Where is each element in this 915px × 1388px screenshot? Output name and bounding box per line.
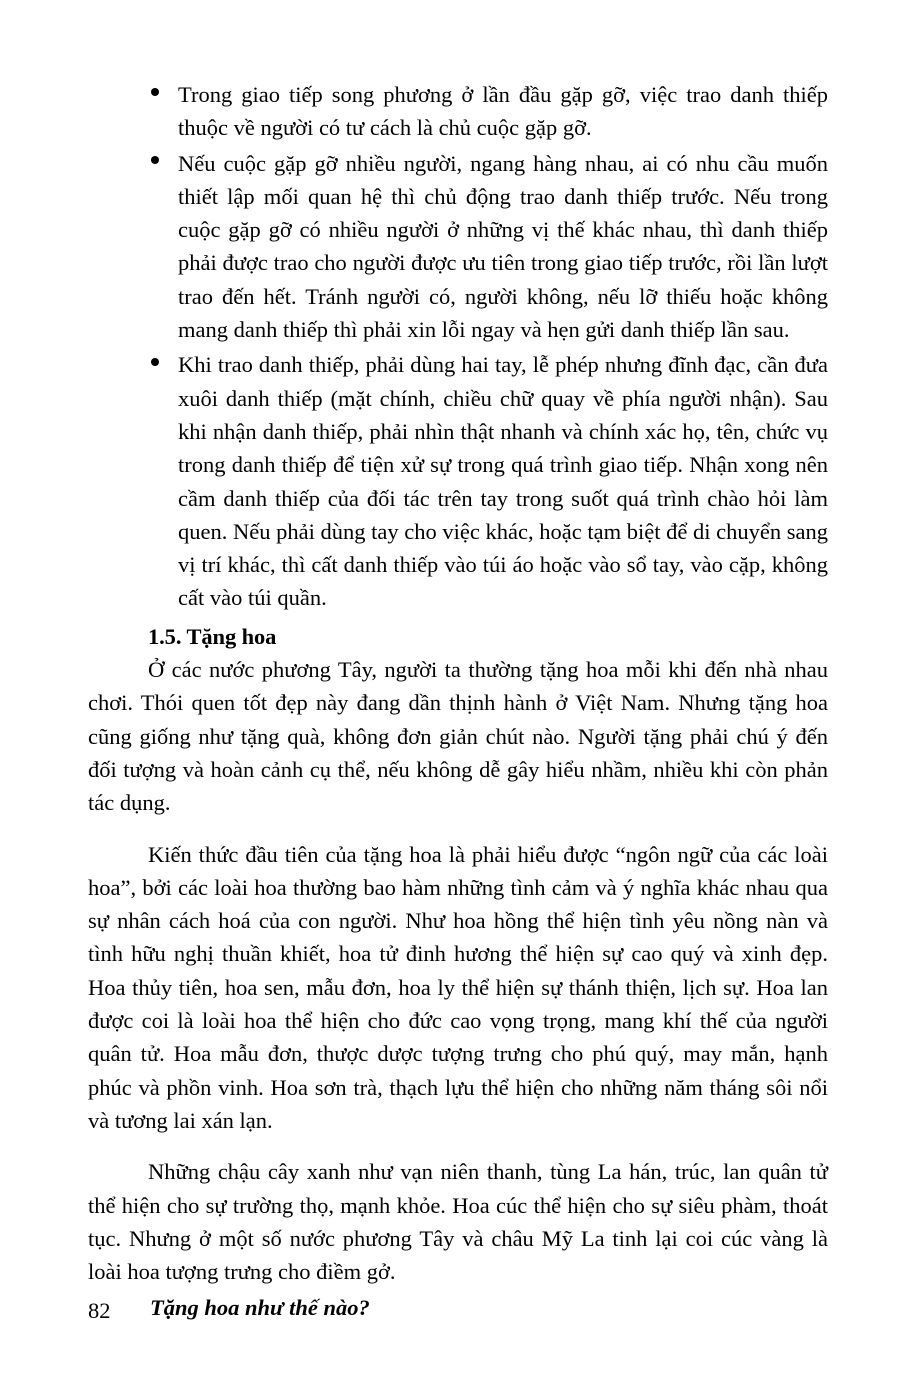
body-paragraph: Kiến thức đầu tiên của tặng hoa là phải hiểu được “ngôn ngữ của các loài hoa”, bởi các loài hoa thường bao hàm những tình cảm và ý nghĩa khác nhau qua sự nhân cách hoá của con người. Như hoa hồng thể hiện tình yêu nồng nàn và tình hữu nghị thuần khiết, hoa tử đinh hương thể hiện sự cao quý và xinh đẹp. Hoa thủy tiên, hoa sen, mẫu đơn, hoa ly thể hiện sự thánh thiện, lịch sự. Hoa lan được coi là loài hoa thể hiện cho đức cao vọng trọng, mang khí thế của người quân tử. Hoa mẫu đơn, thược dược tượng trưng cho phú quý, may mắn, hạnh phúc và phồn vinh. Hoa sơn trà, thạch lựu thể hiện cho những năm tháng sôi nổi và tương lai xán lạn. <box>88 841 828 1133</box>
page-content <box>88 78 828 1325</box>
section-heading: 1.5. Tặng hoa <box>148 623 277 649</box>
list-item <box>88 348 828 614</box>
body-paragraph: Ở các nước phương Tây, người ta thường tặng hoa mỗi khi đến nhà nhau chơi. Thói quen tốt đẹp này đang dần thịnh hành ở Việt Nam. Nhưng tặng hoa cũng giống như tặng quà, không đơn giản chút nào. Người tặng phải chú ý đến đối tượng và hoàn cảnh cụ thể, nếu không dễ gây hiểu nhầm, nhiều khi còn phản tác dụng. <box>88 657 828 816</box>
sub-heading: Tặng hoa như thế nào? <box>150 1295 370 1321</box>
list-item <box>88 78 828 145</box>
list-item-text: Khi trao danh thiếp, phải dùng hai tay, lễ phép nhưng đĩnh đạc, cần đưa xuôi danh thiếp (mặt chính, chiều chữ quay về phía người nhận). Sau khi nhận danh thiếp, phải nhìn thật nhanh và chính xác họ, tên, chức vụ trong danh thiếp để tiện xử sự trong quá trình giao tiếp. Nhận xong nên cầm danh thiếp của đối tác trên tay trong suốt quá trình chào hỏi làm quen. Nếu phải dùng tay cho việc khác, hoặc tạm biệt để di chuyển sang vị trí khác, thì cất danh thiếp vào túi áo hoặc vào sổ tay, vào cặp, không cất vào túi quần. <box>178 352 828 611</box>
list-item <box>88 147 828 347</box>
body-paragraph: Những chậu cây xanh như vạn niên thanh, tùng La hán, trúc, lan quân tử thể hiện cho sự trường thọ, mạnh khỏe. Hoa cúc thể hiện cho sự siêu phàm, thoát tục. Nhưng ở một số nước phương Tây và châu Mỹ La tinh lại coi cúc vàng là loài hoa tượng trưng cho điềm gở. <box>88 1159 828 1285</box>
bullet-list <box>88 78 828 615</box>
list-item-text: Nếu cuộc gặp gỡ nhiều người, ngang hàng nhau, ai có nhu cầu muốn thiết lập mối quan hệ thì chủ động trao danh thiếp trước. Nếu trong cuộc gặp gỡ có nhiều người ở những vị thế khác nhau, thì danh thiếp phải được trao cho người được ưu tiên trong giao tiếp trước, rồi lần lượt trao đến hết. Tránh người có, người không, nếu lỡ thiếu hoặc không mang danh thiếp thì phải xin lỗi ngay và hẹn gửi danh thiếp lần sau. <box>178 150 828 343</box>
bullet-dot-icon <box>150 78 160 111</box>
bullet-dot-icon <box>150 147 160 180</box>
bullet-dot-icon <box>150 348 160 381</box>
list-item-text: Trong giao tiếp song phương ở lần đầu gặp gỡ, việc trao danh thiếp thuộc về người có tư cách là chủ cuộc gặp gỡ. <box>178 82 828 141</box>
page-number: 82 <box>88 1298 111 1323</box>
